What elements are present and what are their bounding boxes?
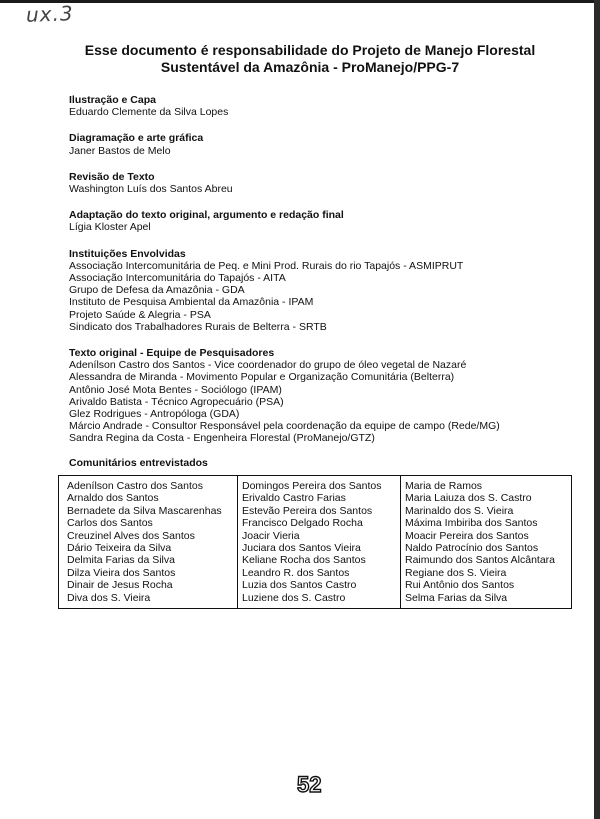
section-heading: Diagramação e arte gráfica [69,132,204,145]
title-line-1: Esse documento é responsabilidade do Projeto de Manejo Florestal [84,42,536,58]
table-cell: Luzia dos Santos Castro [242,579,357,592]
table-cell: Francisco Delgado Rocha [242,517,363,530]
section-line: Eduardo Clemente da Silva Lopes [69,106,229,119]
table-cell: Erivaldo Castro Farias [242,492,346,505]
credits-content [69,94,569,459]
table-column-3 [400,476,571,608]
table-cell: Carlos dos Santos [67,517,153,530]
table-cell: Maria de Ramos [405,480,483,492]
table-cell: Dinair de Jesus Rocha [67,579,173,592]
page-number: 52 [297,772,322,797]
handwritten-annotation: ux.3 [25,1,74,27]
section-heading: Instituições Envolvidas [69,247,186,260]
section-illustration [69,94,569,118]
table-cell: Arnaldo dos Santos [67,492,159,505]
scan-right-edge [594,0,600,819]
title-line-2: Sustentável da Amazônia - ProManejo/PPG-7 [160,59,460,75]
table-cell: Naldo Patrocínio dos Santos [405,542,539,555]
section-heading: Ilustração e Capa [69,94,156,106]
section-line: Washington Luís dos Santos Abreu [69,183,233,196]
table-cell: Luziene dos S. Castro [242,591,346,604]
section-line: Lígia Kloster Apel [69,221,151,234]
table-cell: Domingos Pereira dos Santos [242,480,382,492]
table-cell: Rui Antônio dos Santos [405,579,515,592]
scan-top-edge [0,0,600,3]
document-title [60,42,560,76]
table-cell: Marinaldo dos S. Vieira [405,504,514,517]
interviewees-heading: Comunitários entrevistados [69,457,208,469]
table-cell: Leandro R. dos Santos [242,566,350,579]
table-cell: Estevão Pereira dos Santos [242,504,373,517]
section-line: Associação Intercomunitária do Tapajós - AITA [69,272,286,285]
table-cell: Moacir Pereira dos Santos [405,529,529,542]
table-cell: Delmita Farias da Silva [67,554,175,567]
section-line: Janer Bastos de Melo [69,144,171,157]
table-column-2 [237,476,400,608]
table-cell: Dilza Vieira dos Santos [67,566,176,579]
table-cell: Dário Teixeira da Silva [67,542,172,555]
table-cell: Regiane dos S. Vieira [405,566,507,579]
section-heading: Revisão de Texto [69,170,155,183]
section-adaptation [69,209,569,233]
section-line: Sandra Regina da Costa - Engenheira Florestal (ProManejo/GTZ) [69,432,375,445]
section-line: Arivaldo Batista - Técnico Agropecuário (PSA) [69,395,284,408]
table-cell: Diva dos S. Vieira [67,591,151,604]
interviewees-table [58,475,572,609]
section-line: Instituto de Pesquisa Ambiental da Amazônia - IPAM [69,296,314,309]
section-line: Projeto Saúde & Alegria - PSA [69,308,211,321]
section-line: Grupo de Defesa da Amazônia - GDA [69,284,245,297]
table-cell: Maria Laiuza dos S. Castro [405,492,532,505]
table-cell: Keliane Rocha dos Santos [242,554,366,567]
table-cell: Joacir Vieria [242,529,300,542]
section-line: Alessandra de Miranda - Movimento Popular e Organização Comunitária (Belterra) [69,371,455,384]
section-line: Associação Intercomunitária de Peq. e Mini Prod. Rurais do rio Tapajós - ASMIPRUT [69,259,464,272]
table-cell: Raimundo dos Santos Alcântara [405,554,556,567]
table-cell: Juciara dos Santos Vieira [242,542,361,555]
section-researchers [69,347,569,445]
section-revision [69,171,569,195]
section-line: Sindicato dos Trabalhadores Rurais de Belterra - SRTB [69,320,327,333]
table-cell: Selma Farias da Silva [405,591,508,604]
table-cell: Bernadete da Silva Mascarenhas [67,504,222,517]
table-cell: Adenílson Castro dos Santos [67,480,203,492]
section-layout [69,132,569,156]
section-line: Adenílson Castro dos Santos - Vice coordenador do grupo de óleo vegetal de Nazaré [69,359,467,372]
table-column-1 [59,476,237,608]
section-heading: Texto original - Equipe de Pesquisadores [69,347,275,360]
section-heading: Adaptação do texto original, argumento e redação final [69,209,344,222]
table-cell: Creuzinel Alves dos Santos [67,529,195,542]
section-line: Glez Rodrigues - Antropóloga (GDA) [69,408,240,421]
section-line: Márcio Andrade - Consultor Responsável pela coordenação da equipe de campo (Rede/MG) [69,420,500,433]
section-line: Antônio José Mota Bentes - Sociólogo (IPAM) [69,383,282,396]
table-cell: Máxima Imbiriba dos Santos [405,517,538,530]
section-institutions [69,248,569,333]
